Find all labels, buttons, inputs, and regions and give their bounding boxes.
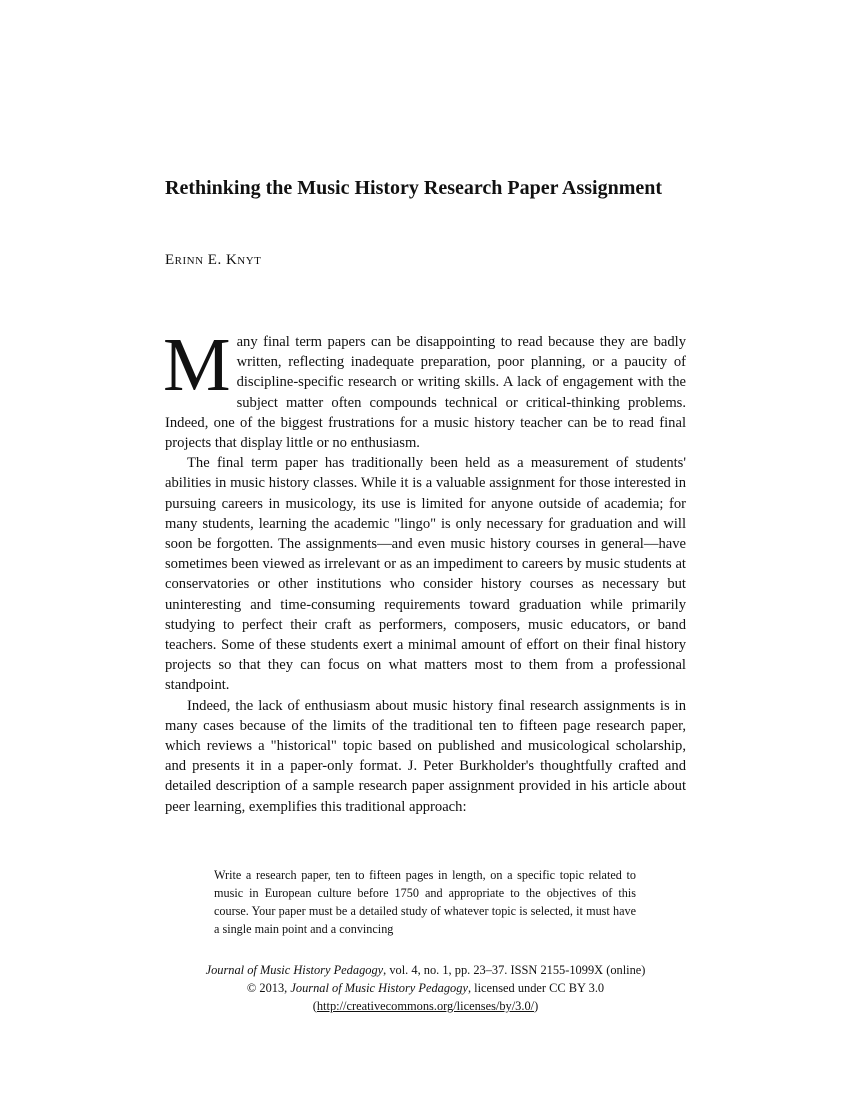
footer-license [165, 997, 686, 1015]
page-footer [165, 961, 686, 1015]
article-title: Rethinking the Music History Research Paper Assignment [165, 177, 663, 199]
footer-copyright-journal: Journal of Music History Pedagogy [290, 981, 468, 995]
block-quote-text: Write a research paper, ten to fifteen pages in length, on a specific topic related to music in European culture before 1750 and appropriate to the objectives of this course. Your paper must be a detailed study of whatever topic is selected, it must have a single main point and a convincing [214, 868, 636, 936]
paragraph-1 [163, 323, 686, 453]
license-link[interactable]: http://creativecommons.org/licenses/by/3.0/ [316, 999, 535, 1013]
footer-citation-details: , vol. 4, no. 1, pp. 23–37. ISSN 2155-1099X (online) [383, 963, 646, 977]
block-quote [214, 866, 636, 938]
footer-citation [165, 961, 686, 979]
article-author: Erinn E. Knyt [165, 252, 262, 268]
footer-copyright [165, 979, 686, 997]
footer-journal-name: Journal of Music History Pedagogy [205, 963, 384, 977]
footer-copyright-prefix: © 2013, [246, 981, 291, 995]
footer-license-text: , licensed under CC BY 3.0 [467, 981, 605, 995]
drop-cap: M [163, 323, 231, 407]
footer-paren-close: ) [534, 999, 539, 1013]
article-body [163, 323, 686, 817]
footer-paren-open: ( [312, 999, 317, 1013]
paragraph-2: The final term paper has traditionally been held as a measurement of students' abilities in music history classes. While it is a valuable assignment for those interested in pursuing careers in musicology, its use is limited for anyone outside of academia; for many students, learning the academic "lingo" is only necessary for graduation and will soon be forgotten. The assignments—and even music history courses in general—have sometimes been viewed as irrelevant or as an impediment to careers by music students at conservatories or other institutions who consider history courses as necessary but uninteresting and time-consuming requirements toward graduation while primarily studying to perfect their craft as performers, composers, music educators, or band teachers. Some of these students exert a minimal amount of effort on their final history projects so that they can focus on what matters most to them from a professional standpoint. [165, 455, 686, 694]
paragraph-1-text: any final term papers can be disappointing to read because they are badly written, reflecting inadequate preparation, poor planning, or a paucity of discipline-specific research or writing skills. A lack of engagement with the subject matter often compounds technical or critical-thinking problems. Indeed, one of the biggest frustrations for a music history teacher can be to read final projects that display little or no enthusiasm. [165, 334, 686, 452]
paragraph-3: Indeed, the lack of enthusiasm about music history final research assignments is in many cases because of the limits of the traditional ten to fifteen page research paper, which reviews a "historical" topic based on published and musicological scholarship, and presents it in a paper-only format. J. Peter Burkholder's thoughtfully crafted and detailed description of a sample research paper assignment provided in his article about peer learning, exemplifies this traditional approach: [165, 697, 686, 815]
